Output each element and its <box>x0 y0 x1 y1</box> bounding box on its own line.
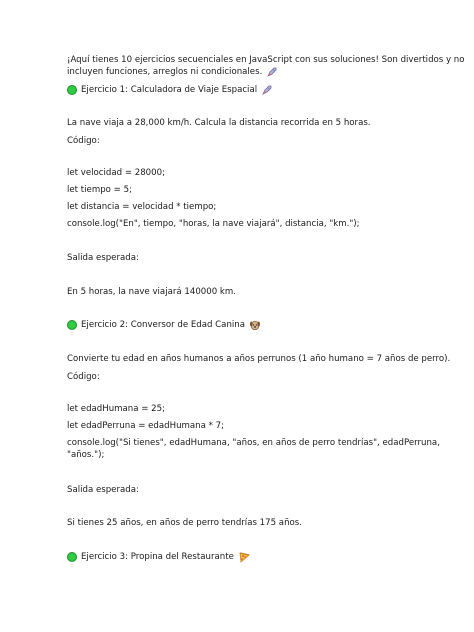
exercise-1-description: La nave viaja a 28,000 km/h. Calcula la distancia recorrida en 5 horas. <box>67 118 371 128</box>
exercise-1-code-line-2: let tiempo = 5; <box>67 185 132 195</box>
exercise-2-heading <box>67 319 412 331</box>
exercise-2-title: Ejercicio 2: Conversor de Edad Canina <box>81 320 245 330</box>
exercise-2-code-line-3: console.log("Si tienes", edadHumana, "años, en años de perro tendrías", edadPerruna, <box>67 438 440 448</box>
intro-line-1: ¡Aquí tienes 10 ejercicios secuenciales en JavaScript con sus soluciones! Son divertidos y no <box>67 55 465 65</box>
exercise-1-heading <box>67 84 412 96</box>
rocket-icon <box>266 66 278 78</box>
exercise-1-output-label: Salida esperada: <box>67 253 139 263</box>
exercise-1-code-label: Código: <box>67 136 100 146</box>
dog-icon <box>249 319 261 331</box>
exercise-1-code-line-3: let distancia = velocidad * tiempo; <box>67 202 217 212</box>
rocket-icon <box>261 84 273 96</box>
exercise-3-heading <box>67 551 412 563</box>
exercise-1-output: En 5 horas, la nave viajará 140000 km. <box>67 287 236 297</box>
exercise-2-code-line-1: let edadHumana = 25; <box>67 404 165 414</box>
exercise-1-title: Ejercicio 1: Calculadora de Viaje Espacial <box>81 85 258 95</box>
exercise-2-output-label: Salida esperada: <box>67 485 139 495</box>
exercise-2-code-line-4: "años."); <box>67 450 105 460</box>
exercise-1-code-line-1: let velocidad = 28000; <box>67 168 165 178</box>
exercise-2-description: Convierte tu edad en años humanos a años perrunos (1 año humano = 7 años de perro). <box>67 354 451 364</box>
exercise-3-title: Ejercicio 3: Propina del Restaurante <box>81 552 234 562</box>
intro-line-2 <box>67 66 412 78</box>
exercise-2-output: Si tienes 25 años, en años de perro tendrías 175 años. <box>67 518 302 528</box>
green-circle-icon <box>67 320 77 330</box>
exercise-2-code-line-2: let edadPerruna = edadHumana * 7; <box>67 421 224 431</box>
pizza-icon <box>238 551 250 563</box>
green-circle-icon <box>67 552 77 562</box>
intro-line-2-text: incluyen funciones, arreglos ni condicionales. <box>67 67 263 77</box>
green-circle-icon <box>67 85 77 95</box>
exercise-1-code-line-4: console.log("En", tiempo, "horas, la nave viajará", distancia, "km."); <box>67 219 360 229</box>
exercise-2-code-label: Código: <box>67 372 100 382</box>
